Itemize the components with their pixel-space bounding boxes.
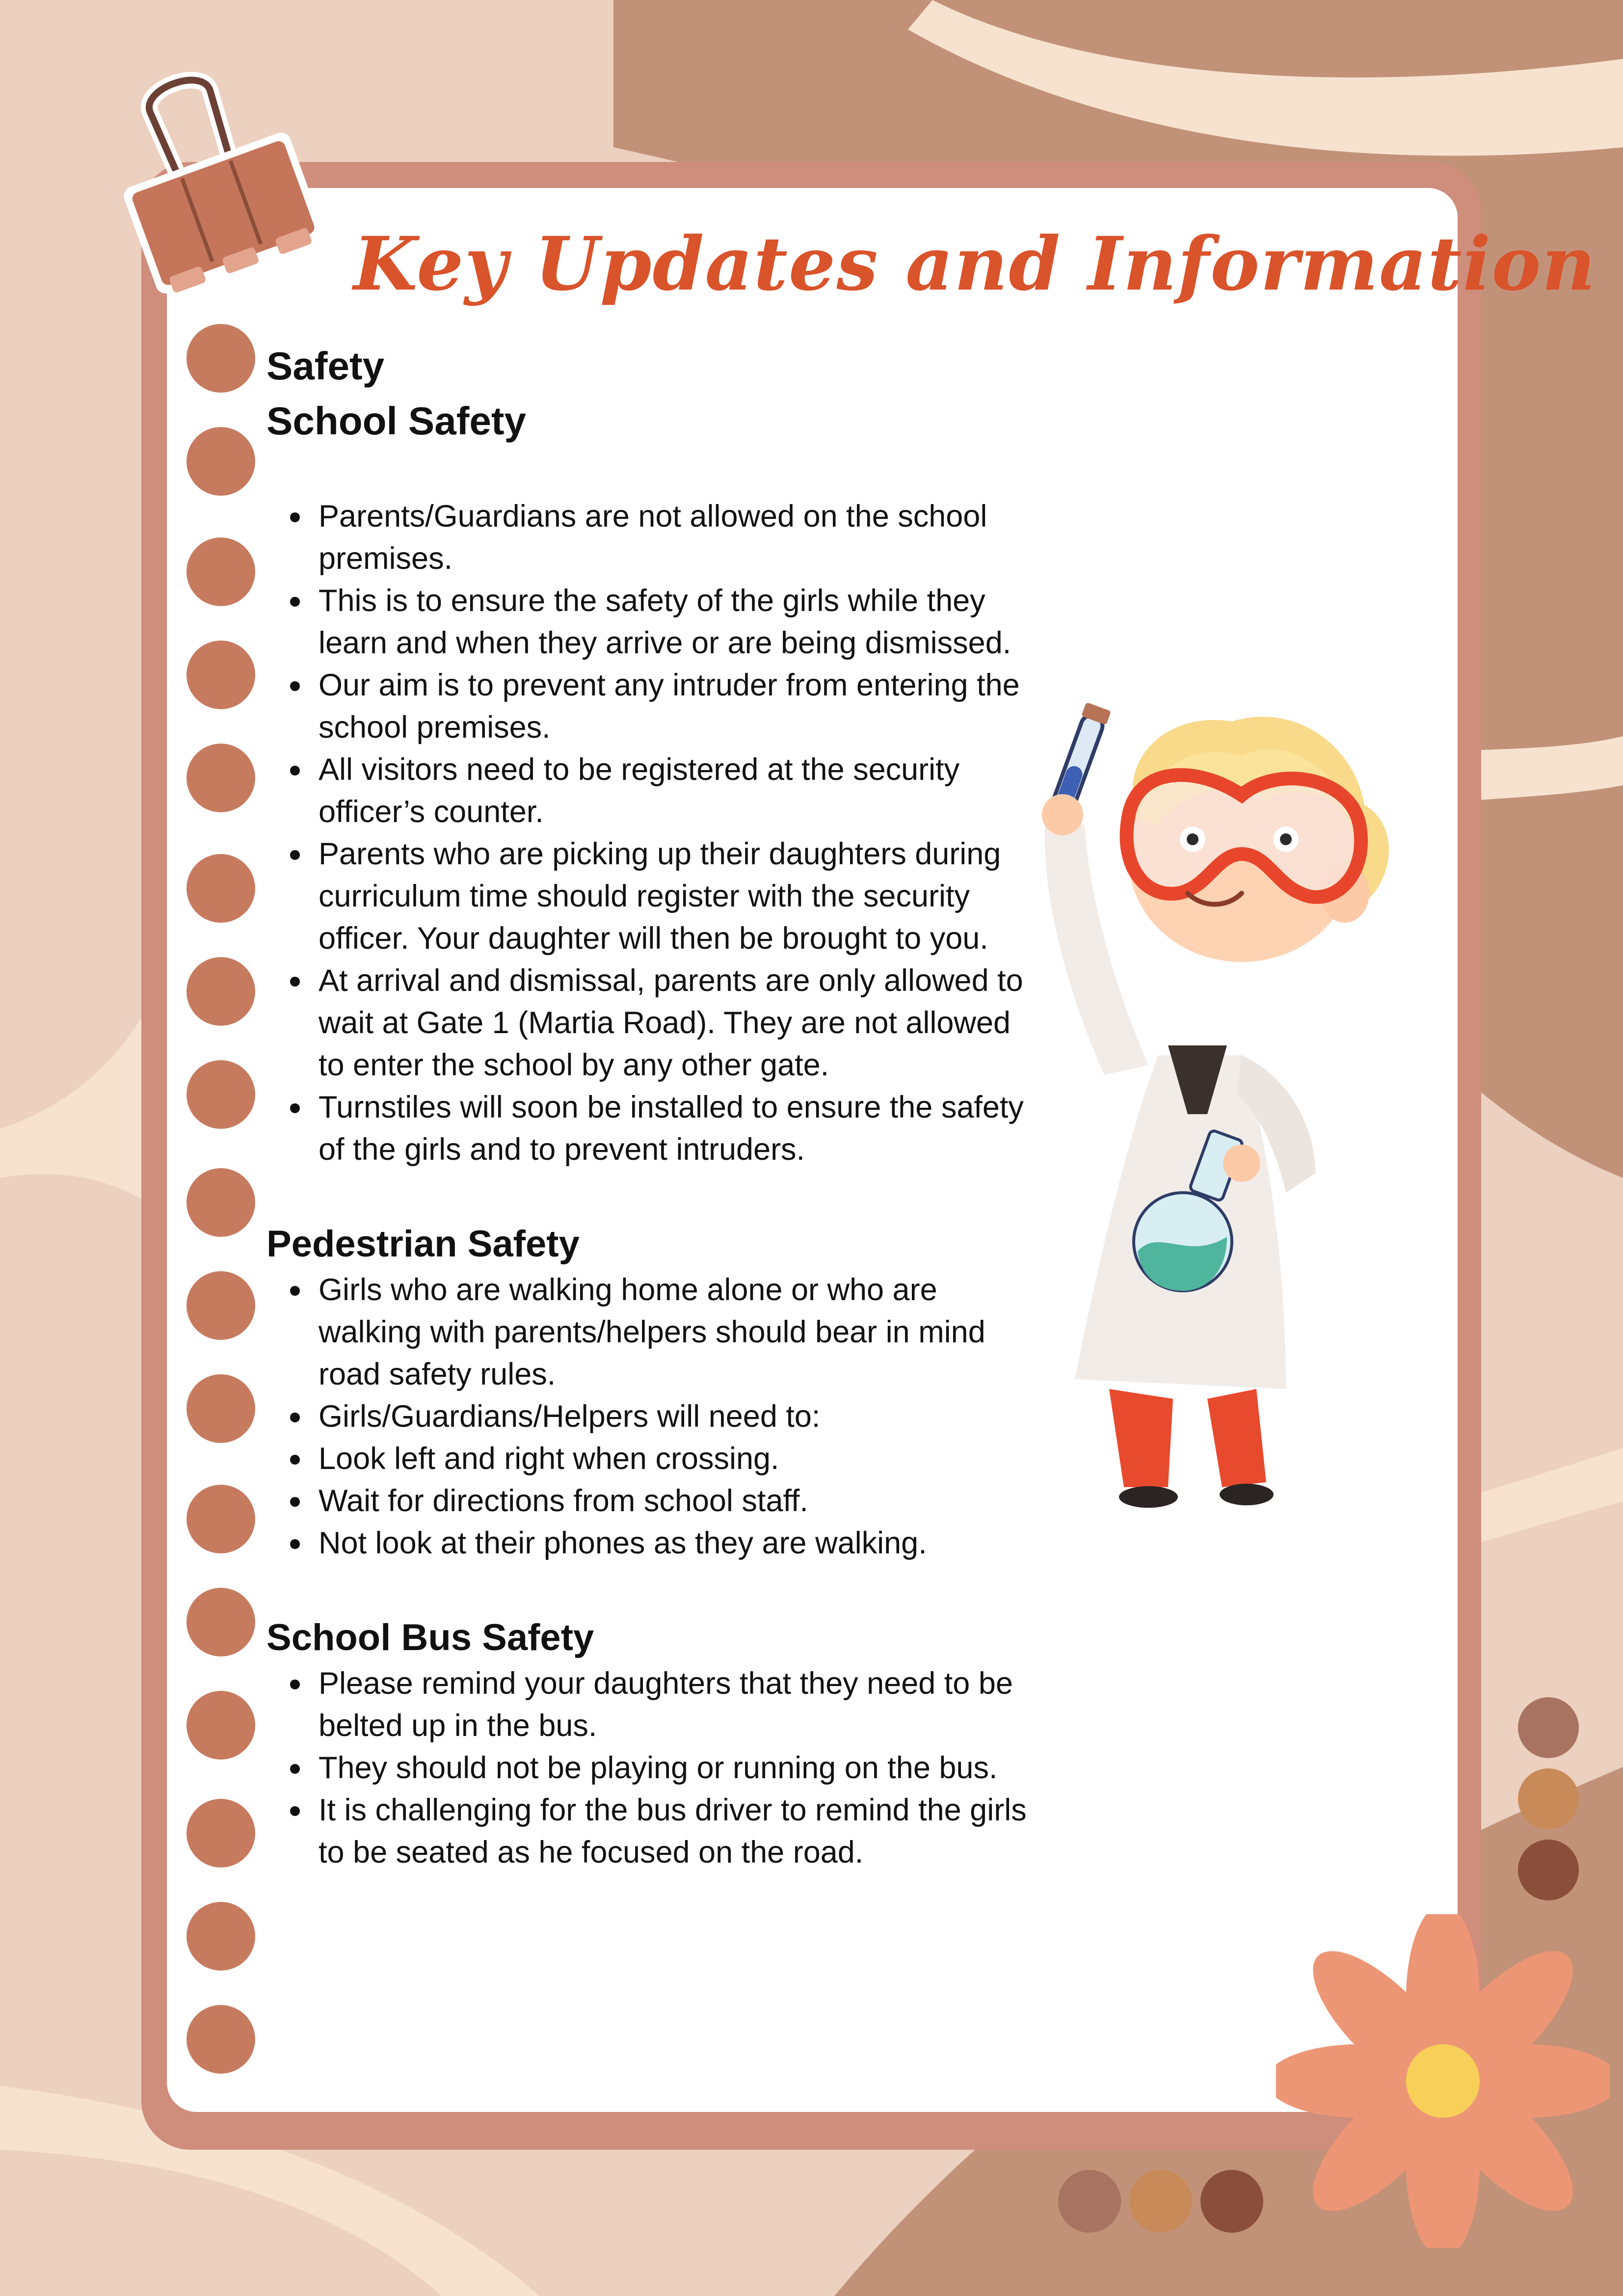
- subsection-heading: School Safety: [266, 399, 527, 443]
- ring: [186, 854, 255, 923]
- ring: [186, 1060, 255, 1129]
- ring: [186, 2005, 255, 2074]
- list-item: Wait for directions from school staff.: [319, 1480, 1032, 1522]
- decorative-dots: [1055, 2167, 1271, 2236]
- list-item: Girls/Guardians/Helpers will need to:: [319, 1395, 1032, 1438]
- ring: [186, 1374, 255, 1443]
- list-item: They should not be playing or running on the bus.: [319, 1747, 1032, 1789]
- list-item: Girls who are walking home alone or who are walking with parents/helpers should bear in mind road safety rules.: [319, 1269, 1032, 1395]
- list-item: Look left and right when crossing.: [319, 1438, 1032, 1480]
- bus-safety-heading: School Bus Safety: [266, 1617, 594, 1658]
- ring: [186, 1271, 255, 1340]
- list-item: Please remind your daughters that they need to be belted up in the bus.: [319, 1662, 1032, 1747]
- ring: [186, 1902, 255, 1971]
- ring: [186, 641, 255, 709]
- school-safety-list: [266, 495, 1032, 1171]
- list-item: Not look at their phones as they are walking.: [319, 1522, 1032, 1564]
- list-item: At arrival and dismissal, parents are only allowed to wait at Gate 1 (Martia Road). They are not allowed to enter the school by any other gate.: [319, 960, 1032, 1086]
- list-item: Turnstiles will soon be installed to ensure the safety of the girls and to prevent intruders.: [319, 1086, 1032, 1171]
- list-item: Our aim is to prevent any intruder from entering the school premises.: [319, 664, 1032, 748]
- ring: [186, 744, 255, 812]
- page-title: Key Updates and Information: [353, 221, 1596, 307]
- ring: [186, 1588, 255, 1656]
- list-item: Parents who are picking up their daughters during curriculum time should register with the security officer. Your daughter will then be brought to you.: [319, 833, 1032, 960]
- ring: [186, 1485, 255, 1553]
- scientist-illustration: [1011, 692, 1433, 1526]
- ring: [186, 957, 255, 1026]
- section-heading: Safety: [266, 344, 385, 388]
- ring: [186, 1799, 255, 1868]
- pedestrian-safety-list: [266, 1269, 1032, 1564]
- list-item: All visitors need to be registered at the security officer’s counter.: [319, 748, 1032, 833]
- decorative-dots: [1517, 1693, 1580, 1904]
- ring: [186, 427, 255, 496]
- list-item: It is challenging for the bus driver to remind the girls to be seated as he focused on the road.: [319, 1789, 1032, 1873]
- list-item: This is to ensure the safety of the girls while they learn and when they arrive or are being dismissed.: [319, 580, 1032, 664]
- ring: [186, 324, 255, 393]
- flower-icon: [1276, 1914, 1610, 2248]
- binder-clip-icon: [103, 59, 339, 314]
- bus-safety-list: [266, 1662, 1032, 1873]
- ring: [186, 1168, 255, 1237]
- content-column: [266, 339, 1032, 1873]
- ring: [186, 1691, 255, 1760]
- ring: [186, 537, 255, 606]
- list-item: Parents/Guardians are not allowed on the school premises.: [319, 495, 1032, 580]
- pedestrian-safety-heading: Pedestrian Safety: [266, 1223, 580, 1265]
